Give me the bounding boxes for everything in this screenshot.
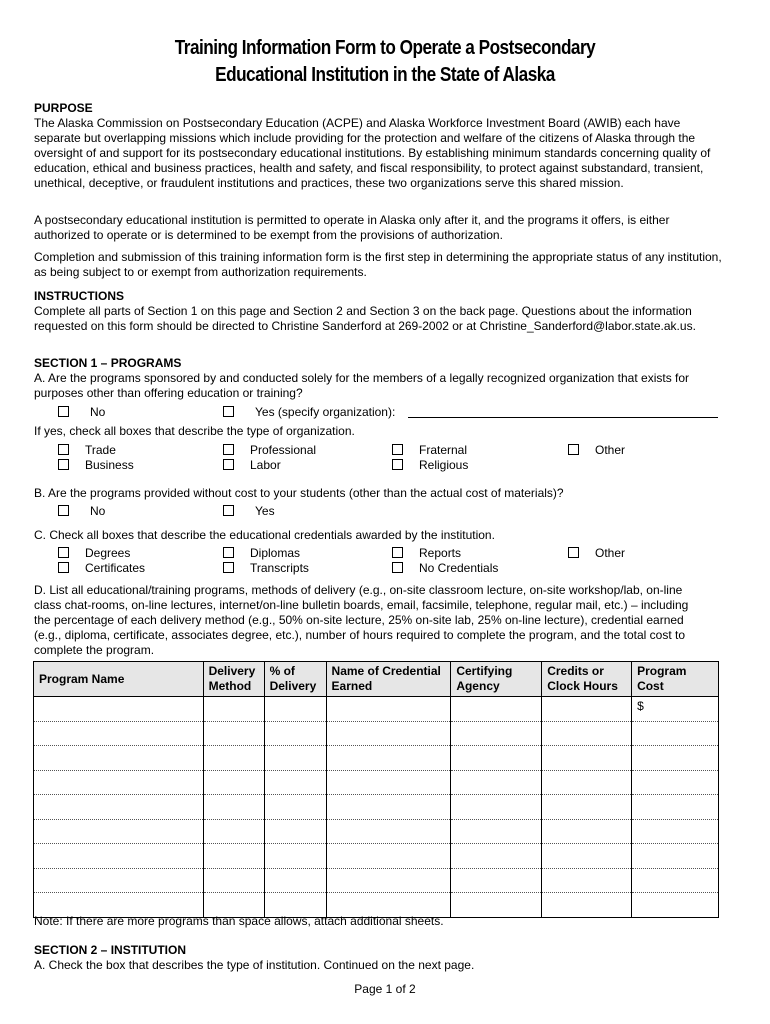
credential-cell[interactable] <box>326 721 451 746</box>
cred-transcripts-checkbox[interactable] <box>223 562 234 573</box>
header-percent-delivery: % of Delivery <box>264 662 326 697</box>
org-professional-checkbox[interactable] <box>223 444 234 455</box>
agency-cell[interactable] <box>451 746 542 771</box>
credential-cell[interactable] <box>326 819 451 844</box>
program-name-cell[interactable] <box>34 819 204 844</box>
percent-delivery-cell[interactable] <box>264 844 326 869</box>
header-credits-hours: Credits or Clock Hours <box>542 662 632 697</box>
section1-question-b: B. Are the programs provided without cost to your students (other than the actual cost of materials)? <box>34 486 564 500</box>
org-business-label: Business <box>85 458 134 472</box>
org-trade-label: Trade <box>85 443 116 457</box>
program-name-cell[interactable] <box>34 868 204 893</box>
dollar-sign: $ <box>637 699 644 713</box>
program-name-cell[interactable] <box>34 721 204 746</box>
table-row <box>34 868 719 893</box>
section2-question-a: A. Check the box that describes the type of institution. Continued on the next page. <box>34 958 475 972</box>
programs-table <box>33 661 719 918</box>
org-labor-label: Labor <box>250 458 281 472</box>
section2 <box>34 943 724 973</box>
cred-no-credentials-checkbox[interactable] <box>392 562 403 573</box>
delivery-method-cell[interactable] <box>203 721 264 746</box>
purpose-paragraph-1: The Alaska Commission on Postsecondary Education (ACPE) and Alaska Workforce Investment Board (AWIB) each have separate but overlapping missions which include providing for the protection and welfare of the citizens of Alaska through the oversight of and support for its postsecondary educational institutions. By establishing minimum standards concerning quality of education, ethical and business practices, health and safety, and fiscal responsibility, to protect against substandard, transient, unethical, deceptive, or fraudulent institutions and practices, these two organizations serve this shared mission. <box>34 116 711 190</box>
cred-certificates-label: Certificates <box>85 561 146 575</box>
agency-cell[interactable] <box>451 868 542 893</box>
agency-cell[interactable] <box>451 844 542 869</box>
cred-degrees-label: Degrees <box>85 546 131 560</box>
delivery-method-cell[interactable] <box>203 697 264 722</box>
cost-cell[interactable] <box>632 746 719 771</box>
org-trade-checkbox[interactable] <box>58 444 69 455</box>
cred-reports-checkbox[interactable] <box>392 547 403 558</box>
cred-degrees-checkbox[interactable] <box>58 547 69 558</box>
qb-no-checkbox[interactable] <box>58 505 69 516</box>
credits-cell[interactable] <box>542 868 632 893</box>
instructions-text: Complete all parts of Section 1 on this page and Section 2 and Section 3 on the back page. Questions about the information requested on this form should be directed to Christine Sanderford at 269-2002 or at Christine_Sanderford@labor.state.ak.us. <box>34 304 696 333</box>
qb-yes-label: Yes <box>255 504 275 518</box>
table-row <box>34 697 719 722</box>
cost-cell[interactable] <box>632 721 719 746</box>
table-row <box>34 795 719 820</box>
form-title-line-2: Educational Institution in the State of Alaska <box>215 64 555 86</box>
header-certifying-agency: Certifying Agency <box>451 662 542 697</box>
purpose-paragraph-2: A postsecondary educational institution is permitted to operate in Alaska only after it, and the programs it offers, is either authorized to operate or is determined to be exempt from the provisions of authorization. <box>34 213 670 242</box>
program-name-cell[interactable] <box>34 697 204 722</box>
delivery-method-cell[interactable] <box>203 770 264 795</box>
agency-cell[interactable] <box>451 893 542 918</box>
credits-cell[interactable] <box>542 721 632 746</box>
cost-cell[interactable] <box>632 893 719 918</box>
qb-no-label: No <box>90 504 106 518</box>
header-credential-earned: Name of Credential Earned <box>326 662 451 697</box>
organization-name-field[interactable] <box>408 417 718 418</box>
section1-heading: SECTION 1 – PROGRAMS <box>34 356 182 370</box>
table-row <box>34 844 719 869</box>
section1-question-d: D. List all educational/training programs, methods of delivery (e.g., on-site classroom lecture, on-site workshop/lab, on-line class chat-rooms, on-line lectures, internet/on-line bulletin boards, email, facsimile, telephone, regular mail, etc.) – including the percentage of each delivery method (e.g., 50% on-site lecture, 25% on-site lab, 25% on-line lecture), credential earned (e.g., diploma, certificate, associates degree, etc.), number of hours required to complete the program, and the total cost to complete the program. <box>34 583 689 657</box>
section1 <box>34 356 724 401</box>
qa-yes-checkbox[interactable] <box>223 406 234 417</box>
org-fraternal-checkbox[interactable] <box>392 444 403 455</box>
delivery-method-cell[interactable] <box>203 868 264 893</box>
percent-delivery-cell[interactable] <box>264 795 326 820</box>
section1-question-c: C. Check all boxes that describe the educational credentials awarded by the institution. <box>34 528 495 542</box>
purpose-heading: PURPOSE <box>34 101 93 115</box>
qa-yes-label: Yes (specify organization): <box>255 405 396 419</box>
qa-no-checkbox[interactable] <box>58 406 69 417</box>
program-name-cell[interactable] <box>34 844 204 869</box>
qa-followup-text: If yes, check all boxes that describe the type of organization. <box>34 424 355 438</box>
cost-cell[interactable] <box>632 795 719 820</box>
qa-no-label: No <box>90 405 106 419</box>
cred-other-label: Other <box>595 546 626 560</box>
percent-delivery-cell[interactable] <box>264 770 326 795</box>
programs-table-body <box>34 697 719 918</box>
page-number: Page 1 of 2 <box>354 982 416 996</box>
purpose-paragraph-3: Completion and submission of this training information form is the first step in determining the appropriate status of any institution, as being subject to or exempt from authorization requirements. <box>34 250 722 279</box>
header-delivery-method: Delivery Method <box>203 662 264 697</box>
credits-cell[interactable] <box>542 746 632 771</box>
cred-certificates-checkbox[interactable] <box>58 562 69 573</box>
percent-delivery-cell[interactable] <box>264 819 326 844</box>
delivery-method-cell[interactable] <box>203 746 264 771</box>
delivery-method-cell[interactable] <box>203 795 264 820</box>
agency-cell[interactable] <box>451 819 542 844</box>
credits-cell[interactable] <box>542 819 632 844</box>
cred-diplomas-checkbox[interactable] <box>223 547 234 558</box>
credits-cell[interactable] <box>542 770 632 795</box>
percent-delivery-cell[interactable] <box>264 746 326 771</box>
agency-cell[interactable] <box>451 770 542 795</box>
instructions-section <box>34 289 724 334</box>
delivery-method-cell[interactable] <box>203 819 264 844</box>
cost-cell[interactable] <box>632 770 719 795</box>
program-name-cell[interactable] <box>34 770 204 795</box>
instructions-heading: INSTRUCTIONS <box>34 289 124 303</box>
program-name-cell[interactable] <box>34 795 204 820</box>
credits-cell[interactable] <box>542 893 632 918</box>
org-professional-label: Professional <box>250 443 317 457</box>
cost-cell[interactable] <box>632 697 719 722</box>
cost-cell[interactable] <box>632 844 719 869</box>
table-row <box>34 746 719 771</box>
credential-cell[interactable] <box>326 844 451 869</box>
org-other-label: Other <box>595 443 626 457</box>
credential-cell[interactable] <box>326 770 451 795</box>
table-row <box>34 770 719 795</box>
cred-diplomas-label: Diplomas <box>250 546 301 560</box>
cred-other-checkbox[interactable] <box>568 547 579 558</box>
credits-cell[interactable] <box>542 795 632 820</box>
table-row <box>34 819 719 844</box>
credential-cell[interactable] <box>326 868 451 893</box>
form-title-line-1: Training Information Form to Operate a Postsecondary <box>174 37 596 59</box>
agency-cell[interactable] <box>451 721 542 746</box>
cost-cell[interactable] <box>632 868 719 893</box>
percent-delivery-cell[interactable] <box>264 721 326 746</box>
agency-cell[interactable] <box>451 697 542 722</box>
credential-cell[interactable] <box>326 795 451 820</box>
purpose-section <box>34 101 724 191</box>
programs-table-header <box>34 662 719 697</box>
cost-cell[interactable] <box>632 819 719 844</box>
credits-cell[interactable] <box>542 697 632 722</box>
org-religious-checkbox[interactable] <box>392 459 403 470</box>
section1-question-a: A. Are the programs sponsored by and conducted solely for the members of a legally recognized organization that exists for purposes other than offering education or training? <box>34 371 690 400</box>
cred-transcripts-label: Transcripts <box>250 561 309 575</box>
delivery-method-cell[interactable] <box>203 844 264 869</box>
org-religious-label: Religious <box>419 458 469 472</box>
credential-cell[interactable] <box>326 697 451 722</box>
org-other-checkbox[interactable] <box>568 444 579 455</box>
program-name-cell[interactable] <box>34 746 204 771</box>
cred-reports-label: Reports <box>419 546 462 560</box>
table-note: Note: If there are more programs than space allows, attach additional sheets. <box>34 914 444 928</box>
credential-cell[interactable] <box>326 746 451 771</box>
section2-heading: SECTION 2 – INSTITUTION <box>34 943 187 957</box>
header-program-name: Program Name <box>34 662 204 697</box>
header-program-cost: Program Cost <box>632 662 719 697</box>
org-business-checkbox[interactable] <box>58 459 69 470</box>
org-fraternal-label: Fraternal <box>419 443 468 457</box>
percent-delivery-cell[interactable] <box>264 868 326 893</box>
table-row <box>34 721 719 746</box>
credits-cell[interactable] <box>542 844 632 869</box>
percent-delivery-cell[interactable] <box>264 697 326 722</box>
org-labor-checkbox[interactable] <box>223 459 234 470</box>
cred-no-credentials-label: No Credentials <box>419 561 499 575</box>
qb-yes-checkbox[interactable] <box>223 505 234 516</box>
agency-cell[interactable] <box>451 795 542 820</box>
